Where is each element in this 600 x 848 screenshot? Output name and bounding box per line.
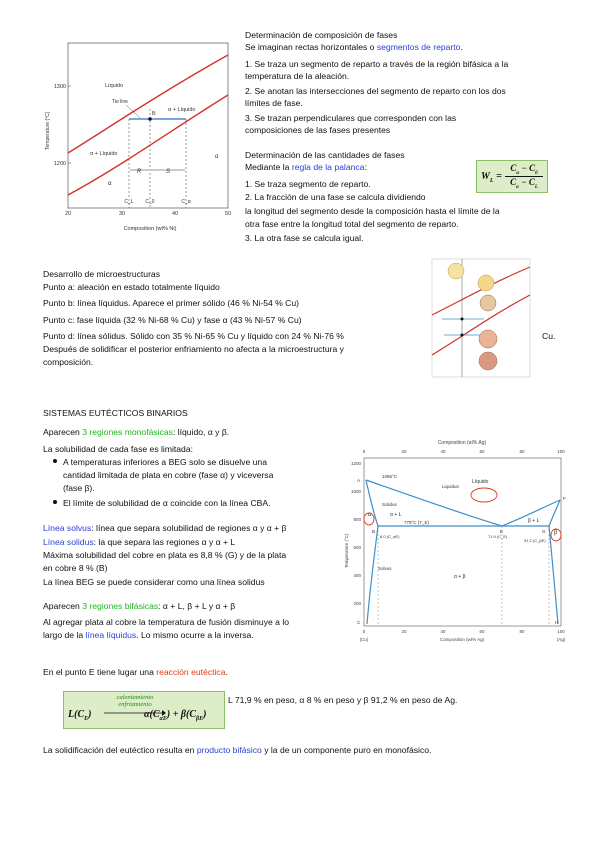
diagram3-top-tick: 100 bbox=[557, 449, 565, 454]
diagram3-point-label: F bbox=[563, 496, 566, 501]
diagram3-label-alpha-L: α + L bbox=[390, 512, 402, 518]
diagram1-label-alpha-liquid-top: α + Líquido bbox=[168, 107, 196, 113]
diagram3-label-temp-cu: 1085°C bbox=[382, 474, 398, 479]
linea-liquidus-link[interactable]: línea líquidus bbox=[85, 630, 137, 640]
diagram3-ytick: 800 bbox=[353, 517, 361, 522]
diagram1-label-tie-line: Tie line bbox=[112, 99, 128, 105]
diagram1-xmark: C_L bbox=[124, 199, 134, 205]
composition-step: límites de fase. bbox=[245, 98, 303, 108]
microstructure-diagram bbox=[422, 255, 534, 383]
diagram3-label-liquidus: Liquidus bbox=[442, 484, 459, 489]
diagram3-bottom-end-label: (Cu) bbox=[359, 637, 369, 642]
diagram3-bottom-axis-label: Composition (wt% Ag) bbox=[439, 637, 485, 642]
composition-intro: Se imaginan rectas horizontales o segmentos de reparto. bbox=[245, 42, 463, 52]
diagram3-bottom-tick: 60 bbox=[479, 629, 485, 634]
diagram3-ytick: 600 bbox=[353, 545, 361, 550]
diagram3-y-axis-label: Temperature (°C) bbox=[344, 533, 349, 568]
solidus-line: Línea solidus: la que separa las regiones α y α + L bbox=[43, 537, 236, 547]
diagram3-point-label: A bbox=[357, 478, 361, 483]
diagram3-top-tick: 60 bbox=[479, 449, 485, 454]
diagram3-comp-mark: 91.2 (C_βE) bbox=[524, 538, 546, 543]
micro-circle bbox=[478, 275, 494, 291]
beg-line: La línea BEG se puede considerar como una línea solidus bbox=[43, 577, 265, 587]
regla-palanca-link[interactable]: regla de la palanca bbox=[291, 162, 365, 172]
diagram1-xtick: 20 bbox=[64, 211, 72, 217]
bullet-dot bbox=[53, 500, 57, 504]
micro-point: Punto a: aleación en estado totalmente líquido bbox=[43, 282, 220, 292]
micro-point: composición. bbox=[43, 357, 94, 367]
cu-ag-phase-diagram bbox=[342, 438, 574, 648]
amounts-intro: Mediante la regla de la palanca: bbox=[245, 162, 367, 172]
diagram1-label-alpha: α bbox=[108, 181, 112, 187]
diagram3-point-label: E bbox=[500, 529, 504, 534]
diagram1-ytick: 1200 bbox=[53, 161, 66, 167]
formula-lhs: W bbox=[481, 171, 490, 182]
composition-note: L 71,9 % en peso, α 8 % en peso y β 91,2 % en peso de Ag. bbox=[228, 695, 458, 705]
diagram3-comp-mark: 71.9 (C_E) bbox=[488, 534, 508, 539]
diagram3-top-tick: 20 bbox=[401, 449, 407, 454]
add-silver: Al agregar plata al cobre la temperatura de fusión disminuye a lo bbox=[43, 617, 290, 627]
linea-solidus-link[interactable]: Línea solidus bbox=[43, 537, 94, 547]
diagram3-ytick: 1000 bbox=[350, 489, 361, 494]
diagram1-label-R: R bbox=[136, 169, 142, 175]
reaction-cooling: enfriamiento bbox=[118, 701, 152, 708]
diagram1-xtick: 50 bbox=[224, 211, 232, 217]
diagram3-label-temp-eut: 779°C (T_E) bbox=[404, 520, 430, 525]
eutectic-mono: Aparecen 3 regiones monofásicas: líquido, α y β. bbox=[43, 427, 230, 437]
max-solubility: Máxima solubilidad del cobre en plata es 8,8 % (G) y de la plata bbox=[43, 550, 287, 560]
regiones-monofasicas-highlight: 3 regiones monofásicas bbox=[82, 427, 173, 437]
diagram1-xmark: C_0 bbox=[145, 199, 155, 205]
diagram3-bottom-tick: 40 bbox=[440, 629, 446, 634]
diagram3-point-label: B bbox=[372, 529, 376, 534]
diagram1-ytick: 1300 bbox=[53, 84, 66, 90]
diagram3-label-solidus: Solidus bbox=[382, 502, 397, 507]
diagram3-point-label: H bbox=[555, 620, 559, 625]
diagram3-ytick: 200 bbox=[353, 601, 361, 606]
diagram3-ytick: 1200 bbox=[350, 461, 361, 466]
segmentos-reparto-link[interactable]: segmentos de reparto bbox=[376, 42, 461, 52]
reaction-heating: calentamiento bbox=[116, 694, 154, 701]
regiones-bifasicas-highlight: 3 regiones bifásicas bbox=[82, 601, 159, 611]
diagram3-label-alpha-beta: α + β bbox=[454, 574, 466, 580]
diagram3-label-beta-L: β + L bbox=[528, 518, 540, 524]
diagram3-bottom-tick: 0 bbox=[362, 629, 366, 634]
bullet-dot bbox=[53, 459, 57, 463]
micro-circle bbox=[480, 295, 496, 311]
solvus-line: Línea solvus: línea que separa solubilidad de regiones α y α + β bbox=[43, 523, 287, 533]
micro-title: Desarrollo de microestructuras bbox=[43, 269, 161, 279]
reaccion-eutectica-link[interactable]: reacción eutéctica bbox=[156, 667, 226, 677]
amounts-title: Determinación de las cantidades de fases bbox=[245, 150, 405, 160]
diagram3-ytick: 400 bbox=[353, 573, 361, 578]
max-solubility: en cobre 8 % (B) bbox=[43, 563, 108, 573]
diagram3-label-alpha: α bbox=[368, 512, 372, 518]
composition-step: 2. Se anotan las intersecciones del segmento de reparto con los dos bbox=[245, 86, 506, 96]
diagram1-xtick: 40 bbox=[171, 211, 179, 217]
micro-circle bbox=[479, 352, 497, 370]
micro-point: Después de solidificar el posterior enfriamiento no afecta a la microestructura y bbox=[43, 344, 344, 354]
diagram3-bottom-tick: 80 bbox=[519, 629, 525, 634]
diagram3-label-beta: β bbox=[554, 530, 558, 536]
micro-point-tail: Cu. bbox=[542, 331, 556, 341]
micro-point: Punto b: línea líquidus. Aparece el primer sólido (46 % Ni-54 % Cu) bbox=[43, 298, 300, 308]
final-line: La solidificación del eutéctico resulta en producto bifásico y la de un componente puro en monofásico. bbox=[43, 745, 432, 755]
eutectic-bullet: El límite de solubilidad de α coincide con la línea CBA. bbox=[63, 498, 271, 508]
formula-denominator: $C_\alpha - C_L$ bbox=[510, 177, 538, 190]
composition-step: composiciones de las fases presentes bbox=[245, 125, 391, 135]
eutectic-reaction-formula: $L(C_E)$ calentamiento enfriamiento $\alpha(C_{\alpha E}) + \beta(C_{\beta E})$ bbox=[63, 691, 225, 729]
diagram3-top-tick: 0 bbox=[362, 449, 366, 454]
diagram1-label-liquid: Líquido bbox=[105, 83, 124, 89]
composition-step: 3. Se trazan perpendiculares que corresponden con las bbox=[245, 113, 457, 123]
diagram3-point-label: C bbox=[357, 620, 361, 625]
amounts-step: la longitud del segmento desde la composición hasta el límite de la bbox=[245, 206, 500, 216]
diagram1-x-axis-label: Composition (wt% Ni) bbox=[123, 226, 177, 232]
diagram3-label-liquid: Líquido bbox=[472, 479, 489, 485]
eutectic-limited: La solubilidad de cada fase es limitada: bbox=[43, 444, 194, 454]
amounts-step: otra fase entre la longitud total del segmento de reparto. bbox=[245, 219, 459, 229]
add-silver: largo de la línea líquidus. Lo mismo ocurre a la inversa. bbox=[43, 630, 254, 640]
diagram1-label-alpha-right: α bbox=[215, 154, 219, 160]
diagram3-top-tick: 80 bbox=[519, 449, 525, 454]
composition-step: temperatura de la aleación. bbox=[245, 71, 350, 81]
diagram1-label-alpha-liquid: α + Líquido bbox=[90, 151, 118, 157]
eutectic-bullet: A temperaturas inferiores a BEG solo se disuelve una bbox=[63, 457, 267, 467]
micro-point: Punto d: línea sólidus. Sólido con 35 % Ni-65 % Cu y líquido con 24 % Ni-76 % bbox=[43, 331, 344, 341]
composition-title: Determinación de composición de fases bbox=[245, 30, 398, 40]
diagram3-bottom-tick: 100 bbox=[557, 629, 565, 634]
eutectic-bullet: (fase β). bbox=[63, 483, 95, 493]
diagram3-bottom-end-label: (Ag) bbox=[556, 637, 566, 642]
eutectic-bi: Aparecen 3 regiones bifásicas: α + L, β + L y α + β bbox=[43, 601, 236, 611]
diagram1-label-S: S bbox=[165, 169, 171, 175]
producto-bifasico-link[interactable]: producto bifásico bbox=[196, 745, 262, 755]
composition-step: 1. Se traza un segmento de reparto a través de la región bifásica a la bbox=[245, 59, 509, 69]
micro-circle bbox=[448, 263, 464, 279]
formula-numerator: $C_\alpha - C_0$ bbox=[510, 163, 538, 176]
diagram1-label-B: B bbox=[152, 111, 156, 117]
linea-solvus-link[interactable]: Línea solvus bbox=[43, 523, 92, 533]
diagram3-label-solvus: Solvus bbox=[378, 566, 392, 571]
micro-circle bbox=[479, 330, 497, 348]
amounts-step: 2. La fracción de una fase se calcula dividiendo bbox=[245, 192, 426, 202]
eutectic-reaction-line: En el punto E tiene lugar una reacción eutéctica. bbox=[43, 667, 228, 677]
eutectic-heading: SISTEMAS EUTÉCTICOS BINARIOS bbox=[43, 408, 188, 418]
amounts-step: 1. Se traza segmento de reparto. bbox=[245, 179, 371, 189]
diagram3-top-tick: 40 bbox=[440, 449, 446, 454]
eutectic-bullet: cantidad limitada de plata en cobre (fase α) y viceversa bbox=[63, 470, 274, 480]
amounts-step: 3. La otra fase se calcula igual. bbox=[245, 233, 364, 243]
diagram1-y-axis-label: Temperature (°C) bbox=[45, 111, 51, 150]
diagram1-xtick: 30 bbox=[118, 211, 126, 217]
diagram3-bottom-tick: 20 bbox=[401, 629, 407, 634]
diagram3-comp-mark: 8.0 (C_αE) bbox=[380, 534, 400, 539]
diagram1-xmark: C_α bbox=[181, 199, 191, 205]
cu-ni-phase-diagram bbox=[40, 35, 235, 235]
diagram3-top-axis-label: Composition (at% Ag) bbox=[437, 440, 487, 446]
lever-rule-formula: $W_L$ = $C_\alpha - C_0$ $C_\alpha - C_L$ bbox=[476, 160, 548, 193]
micro-point: Punto c: fase líquida (32 % Ni-68 % Cu) y fase α (43 % Ni-57 % Cu) bbox=[43, 315, 302, 325]
diagram3-point-label: G bbox=[542, 529, 546, 534]
diagram1-point-B bbox=[148, 117, 152, 121]
